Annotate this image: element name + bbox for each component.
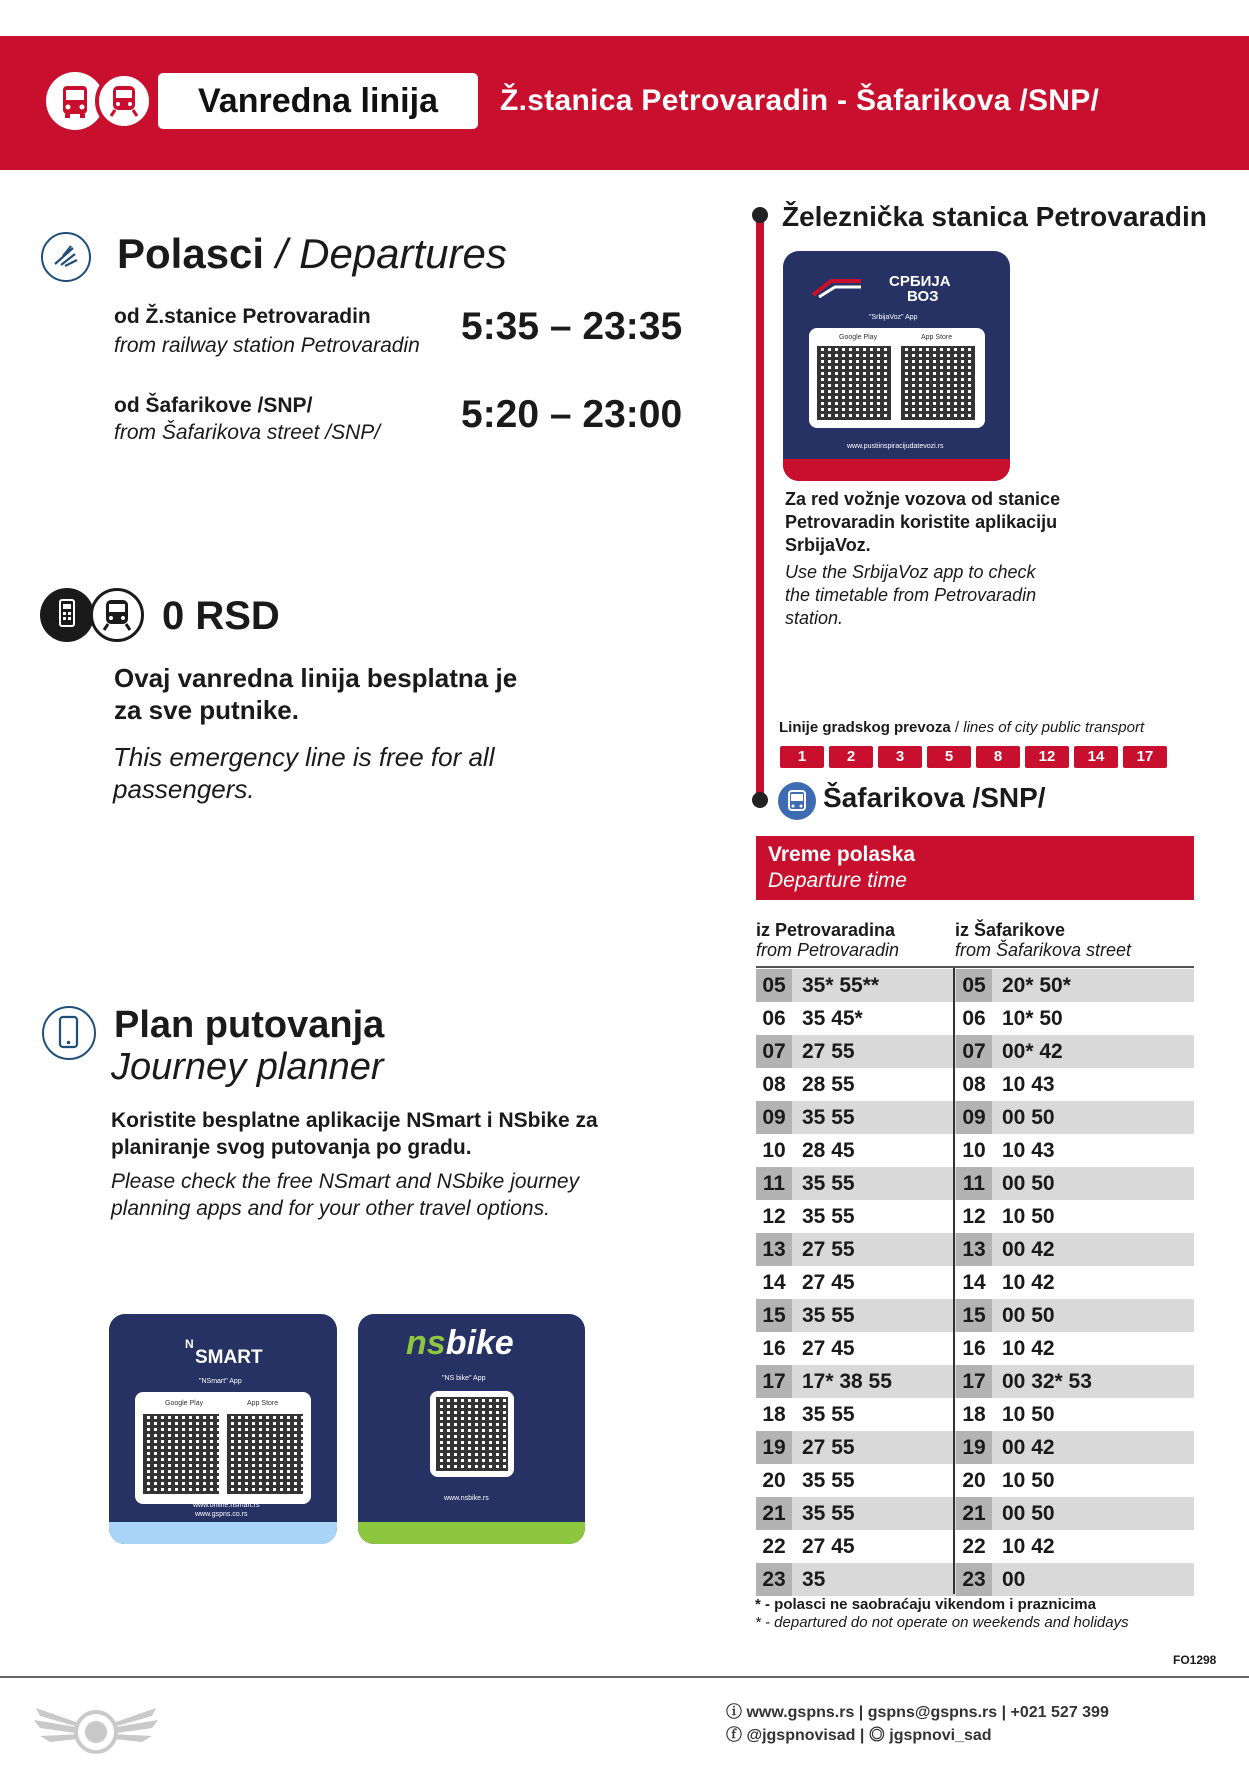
- minutes-petrovaradin: 27 45: [802, 1271, 855, 1294]
- hour-petrovaradin: 19: [756, 1431, 792, 1464]
- minutes-safarikova: 10 43: [1002, 1073, 1055, 1096]
- stop-bus-icon: [778, 782, 816, 820]
- hour-safarikova: 12: [962, 1205, 986, 1228]
- line-chip[interactable]: 12: [1025, 746, 1069, 768]
- hour-safarikova: 18: [962, 1403, 986, 1426]
- timetable-note: * - polasci ne saobraćaju vikendom i praznicima: [755, 1596, 1096, 1613]
- minutes-safarikova: 00* 42: [1002, 1040, 1063, 1063]
- route-line: [756, 212, 764, 802]
- minutes-petrovaradin: 27 55: [802, 1238, 855, 1261]
- start-stop-dot: [752, 207, 768, 223]
- line-type-badge: Vanredna linija: [158, 73, 478, 129]
- hour-petrovaradin: 13: [756, 1233, 792, 1266]
- minutes-petrovaradin: 28 45: [802, 1139, 855, 1162]
- srbijavoz-url: www.pustiinspiracijudatevozi.rs: [847, 443, 944, 450]
- departure-icon: [41, 232, 91, 282]
- timetable-row: [756, 1233, 1194, 1266]
- minutes-petrovaradin: 27 45: [802, 1535, 855, 1558]
- minutes-safarikova: 00 42: [1002, 1238, 1055, 1261]
- hour-petrovaradin: 07: [756, 1035, 792, 1068]
- footer-rule: [0, 1676, 1249, 1678]
- srbijavoz-logo-line1: СРБИЈА: [889, 273, 951, 290]
- line-chip[interactable]: 5: [927, 746, 971, 768]
- minutes-petrovaradin: 35 55: [802, 1106, 855, 1129]
- timetable-row: [756, 1299, 1194, 1332]
- hour-safarikova: 17: [956, 1365, 992, 1398]
- instagram-icon: ◎: [868, 1727, 885, 1744]
- timetable-divider: [953, 968, 955, 1594]
- footer-phone[interactable]: +021 527 399: [1010, 1704, 1109, 1721]
- timetable-row: [756, 1035, 1194, 1068]
- hour-petrovaradin: 12: [762, 1205, 786, 1228]
- minutes-petrovaradin: 35 55: [802, 1205, 855, 1228]
- hour-petrovaradin: 23: [756, 1563, 792, 1596]
- hour-safarikova: 09: [956, 1101, 992, 1134]
- hour-petrovaradin: 16: [762, 1337, 786, 1360]
- departure-from-safarikova-label: od Šafarikove /SNP/: [114, 394, 313, 417]
- hour-safarikova: 10: [962, 1139, 986, 1162]
- col-petrovaradin-header-en: from Petrovaradin: [756, 940, 900, 960]
- fare-price: 0 RSD: [162, 594, 280, 638]
- minutes-petrovaradin: 35* 55**: [802, 974, 880, 997]
- hour-safarikova: 19: [956, 1431, 992, 1464]
- departure-from-station-label-en: from railway station Petrovaradin: [114, 334, 420, 357]
- minutes-safarikova: 00 50: [1002, 1502, 1055, 1525]
- hour-safarikova: 14: [962, 1271, 986, 1294]
- minutes-petrovaradin: 35 55: [802, 1304, 855, 1327]
- planner-text-en: Please check the free NSmart and NSbike journey planning apps and for your other travel options.: [111, 1170, 580, 1220]
- hour-safarikova: 11: [956, 1167, 992, 1200]
- minutes-safarikova: 10 43: [1002, 1139, 1055, 1162]
- end-stop-name: Šafarikova /SNP/: [823, 782, 1046, 813]
- nsmart-app-card[interactable]: [109, 1314, 337, 1544]
- departure-from-station-label: od Ž.stanice Petrovaradin: [114, 305, 371, 328]
- smartphone-icon: [42, 1006, 96, 1060]
- srbijavoz-qr-ios[interactable]: [901, 346, 975, 420]
- srbijavoz-logo-stripes: [811, 277, 863, 299]
- timetable-row: [756, 1002, 1194, 1035]
- nsmart-app-store: App Store: [247, 1400, 279, 1407]
- fare-text: Ovaj vanredna linija besplatna je za sve putnike.: [114, 663, 518, 725]
- minutes-safarikova: 00 50: [1002, 1172, 1055, 1195]
- timetable-row: [756, 1398, 1194, 1431]
- minutes-petrovaradin: 27 45: [802, 1337, 855, 1360]
- minutes-safarikova: 00 50: [1002, 1304, 1055, 1327]
- nsbike-logo: nsbike: [406, 1324, 514, 1362]
- ticket-machine-icon: [40, 588, 94, 642]
- departures-title: Polasci / Departures: [117, 230, 507, 277]
- footer-facebook[interactable]: @jgspnovisad: [746, 1727, 856, 1744]
- fare-text-en: This emergency line is free for all passengers.: [113, 742, 495, 804]
- line-chip[interactable]: 14: [1074, 746, 1118, 768]
- hour-petrovaradin: 21: [756, 1497, 792, 1530]
- hour-petrovaradin: 15: [756, 1299, 792, 1332]
- minutes-safarikova: 10 42: [1002, 1535, 1055, 1558]
- line-chip[interactable]: 2: [829, 746, 873, 768]
- hour-petrovaradin: 05: [756, 969, 792, 1002]
- srbijavoz-app-label: "SrbijaVoz" App: [869, 314, 918, 321]
- minutes-safarikova: 10 50: [1002, 1205, 1055, 1228]
- minutes-safarikova: 00 32* 53: [1002, 1370, 1092, 1393]
- timetable-row: [756, 1200, 1194, 1233]
- footer-social: ⓕ @jgspnovisad | ◎ jgspnovi_sad: [726, 1727, 992, 1744]
- timetable-row: [756, 1167, 1194, 1200]
- minutes-safarikova: 00: [1002, 1568, 1026, 1591]
- line-chip[interactable]: 17: [1123, 746, 1167, 768]
- gsp-wings-logo: [26, 1694, 166, 1764]
- minutes-petrovaradin: 27 55: [802, 1436, 855, 1459]
- col-safarikova-header: iz Šafarikove: [955, 920, 1066, 940]
- hour-safarikova: 20: [962, 1469, 986, 1492]
- srbijavoz-app-store: App Store: [921, 334, 953, 341]
- train-timetable-text: Za red vožnje vozova od stanice Petrovaradin koristite aplikaciju SrbijaVoz.: [785, 489, 1061, 555]
- nsmart-qr-android[interactable]: [143, 1414, 219, 1494]
- minutes-petrovaradin: 35: [802, 1568, 826, 1591]
- train-icon: [95, 72, 153, 130]
- timetable-title-en: Departure time: [768, 869, 907, 892]
- minutes-petrovaradin: 35 55: [802, 1469, 855, 1492]
- hour-safarikova: 13: [956, 1233, 992, 1266]
- hour-safarikova: 22: [962, 1535, 986, 1558]
- fare-train-icon: [90, 588, 144, 642]
- timetable-row: [756, 1563, 1194, 1596]
- timetable-row: [756, 969, 1194, 1002]
- minutes-safarikova: 00 42: [1002, 1436, 1055, 1459]
- minutes-safarikova: 00 50: [1002, 1106, 1055, 1129]
- timetable-title: Vreme polaska: [768, 843, 916, 866]
- srbijavoz-qr-android[interactable]: [817, 346, 891, 420]
- timetable-row: [756, 1497, 1194, 1530]
- hour-petrovaradin: 11: [756, 1167, 792, 1200]
- minutes-safarikova: 10 42: [1002, 1337, 1055, 1360]
- nsmart-logo: SMART: [195, 1347, 263, 1368]
- hour-safarikova: 06: [962, 1007, 986, 1030]
- nsmart-app-label: "NSmart" App: [199, 1378, 242, 1385]
- nsmart-logo-n: N: [185, 1337, 194, 1351]
- nsbike-app-label: "NS bike" App: [442, 1375, 486, 1382]
- hour-petrovaradin: 10: [762, 1139, 786, 1162]
- hour-petrovaradin: 18: [762, 1403, 786, 1426]
- planner-title: Plan putovanja: [114, 1004, 385, 1046]
- hour-safarikova: 15: [956, 1299, 992, 1332]
- timetable-row: [756, 1134, 1194, 1167]
- planner-text: Koristite besplatne aplikacije NSmart i NSbike za planiranje svog putovanja po gradu.: [111, 1109, 598, 1159]
- hour-safarikova: 21: [956, 1497, 992, 1530]
- planner-title-en: Journey planner: [111, 1046, 384, 1088]
- hour-safarikova: 16: [962, 1337, 986, 1360]
- departure-from-station-time: 5:35 – 23:35: [461, 305, 683, 348]
- timetable-header-rule: [756, 966, 1194, 968]
- city-lines-label: Linije gradskog prevoza / lines of city public transport: [779, 719, 1145, 736]
- nsmart-url1: www.online.nsmart.rs: [193, 1502, 260, 1509]
- nsbike-url: www.nsbike.rs: [444, 1495, 489, 1502]
- end-stop-dot: [752, 792, 768, 808]
- departure-from-safarikova-label-en: from Šafarikova street /SNP/: [114, 421, 381, 444]
- hour-petrovaradin: 06: [762, 1007, 786, 1030]
- document-code: FO1298: [1173, 1653, 1217, 1667]
- hour-safarikova: 05: [956, 969, 992, 1002]
- timetable-row: [756, 1530, 1194, 1563]
- timetable-row: [756, 1365, 1194, 1398]
- hour-petrovaradin: 14: [762, 1271, 786, 1294]
- nsbike-qr[interactable]: [436, 1397, 508, 1471]
- minutes-petrovaradin: 28 55: [802, 1073, 855, 1096]
- departure-from-safarikova-time: 5:20 – 23:00: [461, 393, 683, 436]
- minutes-safarikova: 10* 50: [1002, 1007, 1063, 1030]
- minutes-petrovaradin: 35 55: [802, 1172, 855, 1195]
- timetable-row: [756, 1266, 1194, 1299]
- start-stop-name: Železnička stanica Petrovaradin: [782, 201, 1207, 232]
- srbijavoz-logo-line2: ВОЗ: [907, 288, 939, 305]
- hour-petrovaradin: 08: [762, 1073, 786, 1096]
- minutes-petrovaradin: 35 45*: [802, 1007, 863, 1030]
- minutes-safarikova: 10 50: [1002, 1403, 1055, 1426]
- line-chip[interactable]: 3: [878, 746, 922, 768]
- footer-instagram[interactable]: jgspnovi_sad: [889, 1727, 992, 1744]
- nsmart-qr-ios[interactable]: [227, 1414, 303, 1494]
- minutes-petrovaradin: 27 55: [802, 1040, 855, 1063]
- footer-contacts: ⓘ www.gspns.rs | gspns@gspns.rs | +021 527 399: [726, 1704, 1109, 1721]
- minutes-safarikova: 20* 50*: [1002, 974, 1071, 997]
- hour-petrovaradin: 17: [756, 1365, 792, 1398]
- srbijavoz-app-card[interactable]: [783, 251, 1010, 481]
- line-chip[interactable]: 1: [780, 746, 824, 768]
- line-chip[interactable]: 8: [976, 746, 1020, 768]
- info-icon: ⓘ: [726, 1704, 743, 1721]
- hour-safarikova: 07: [956, 1035, 992, 1068]
- col-safarikova-header-en: from Šafarikova street: [955, 940, 1132, 960]
- departures-title-en: Departures: [299, 230, 507, 277]
- hour-petrovaradin: 09: [756, 1101, 792, 1134]
- nsmart-google-play: Google Play: [165, 1400, 204, 1407]
- train-timetable-text-en: Use the SrbijaVoz app to check the timetable from Petrovaradin station.: [785, 562, 1037, 628]
- timetable-row: [756, 1332, 1194, 1365]
- hour-petrovaradin: 20: [762, 1469, 786, 1492]
- col-petrovaradin-header: iz Petrovaradina: [756, 920, 896, 940]
- route-title: Ž.stanica Petrovaradin - Šafarikova /SNP/: [500, 84, 1100, 117]
- minutes-petrovaradin: 35 55: [802, 1403, 855, 1426]
- hour-safarikova: 08: [962, 1073, 986, 1096]
- timetable-note-en: * - departured do not operate on weekends and holidays: [755, 1614, 1129, 1631]
- timetable-row: [756, 1431, 1194, 1464]
- facebook-icon: ⓕ: [726, 1727, 743, 1744]
- hour-safarikova: 23: [956, 1563, 992, 1596]
- minutes-petrovaradin: 35 55: [802, 1502, 855, 1525]
- nsmart-url2: www.gspns.co.rs: [195, 1511, 248, 1518]
- timetable-row: [756, 1464, 1194, 1497]
- minutes-petrovaradin: 17* 38 55: [802, 1370, 892, 1393]
- timetable-row: [756, 1101, 1194, 1134]
- timetable-row: [756, 1068, 1194, 1101]
- hour-petrovaradin: 22: [762, 1535, 786, 1558]
- minutes-safarikova: 10 42: [1002, 1271, 1055, 1294]
- nsbike-app-card[interactable]: [358, 1314, 585, 1544]
- footer-email[interactable]: gspns@gspns.rs: [867, 1704, 998, 1721]
- minutes-safarikova: 10 50: [1002, 1469, 1055, 1492]
- footer-website[interactable]: www.gspns.rs: [746, 1704, 855, 1721]
- srbijavoz-google-play: Google Play: [839, 334, 878, 341]
